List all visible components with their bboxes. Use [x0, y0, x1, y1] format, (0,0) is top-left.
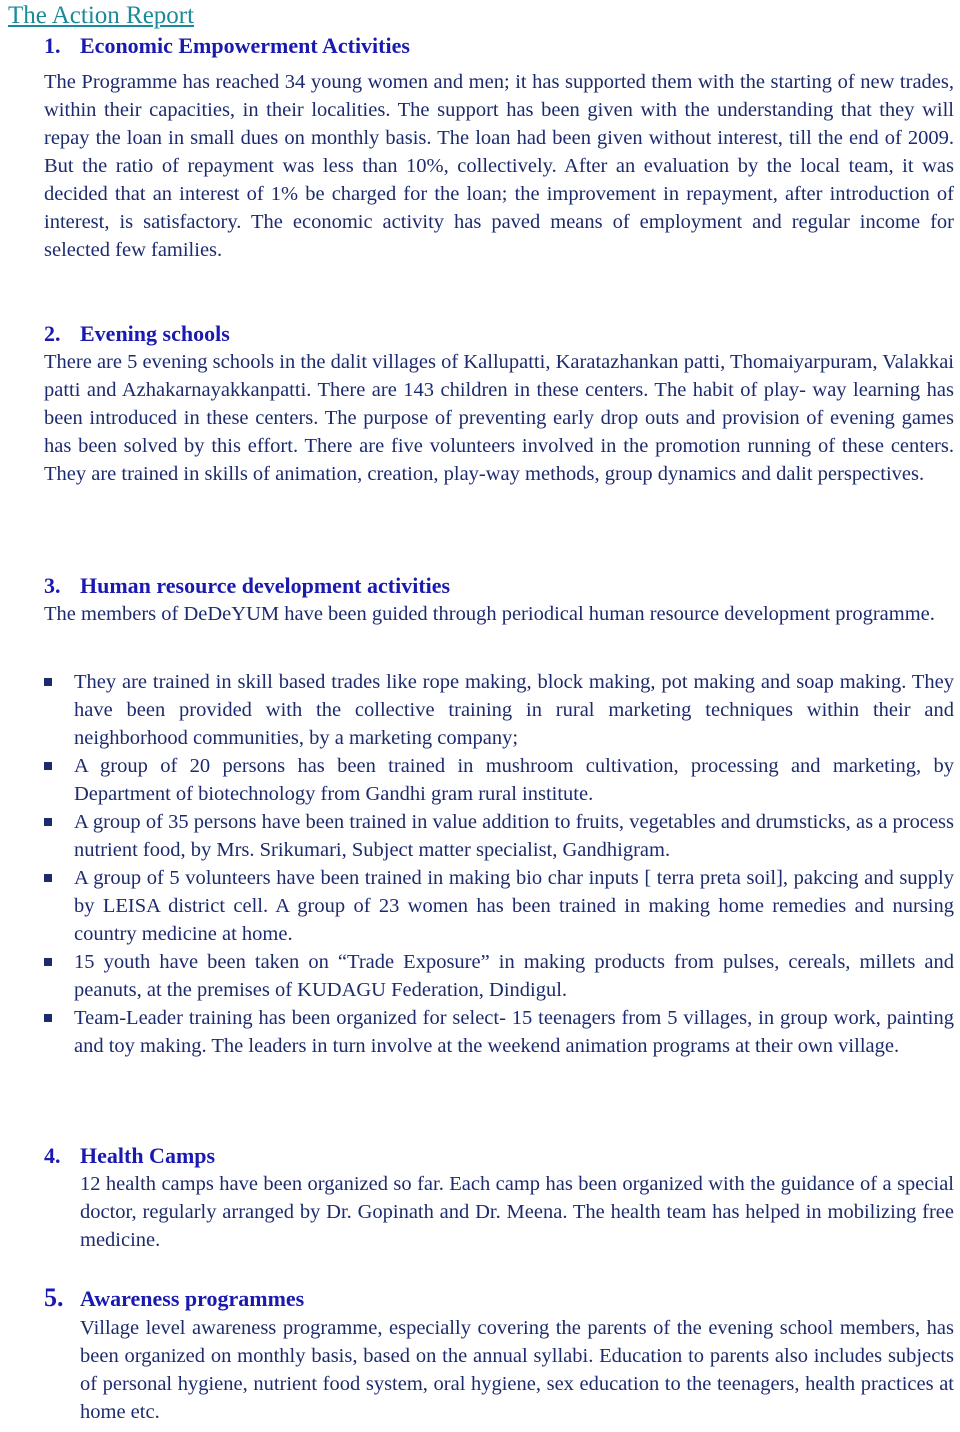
list-item-text: They are trained in skill based trades like rope making, block making, pot making and soap making. They have been provided with the collective training in rural marketing techniques within their and neighborhood communities, by a marketing company;	[74, 671, 954, 749]
section-title: Human resource development activities	[80, 573, 451, 598]
bullet-square-icon	[44, 958, 52, 966]
bullet-list	[44, 668, 954, 1060]
bullet-square-icon	[44, 874, 52, 882]
list-item-text: 15 youth have been taken on “Trade Exposure” in making products from pulses, cereals, millets and peanuts, at the premises of KUDAGU Federation, Dindigul.	[74, 951, 954, 1001]
section-number: 1.	[44, 33, 61, 58]
section-body: The Programme has reached 34 young women and men; it has supported them with the starting of new trades, within their capacities, in their localities. The support has been given with the understanding that they will repay the loan in small dues on monthly basis. The loan had been given without interest, till the end of 2009. But the ratio of repayment was less than 10%, collectively. After an evaluation by the local team, it was decided that an interest of 1% be charged for the loan; the improvement in repayment, after introduction of interest, is satisfactory. The economic activity has paved means of employment and regular income for selected few families.	[44, 71, 954, 261]
section-heading	[44, 320, 230, 348]
section-title: Health Camps	[80, 1143, 216, 1168]
section-body: 12 health camps have been organized so far. Each camp has been organized with the guidance of a special doctor, regularly arranged by Dr. Gopinath and Dr. Meena. The health team has helped in mobilizing free medicine.	[80, 1173, 954, 1251]
list-item-text: A group of 5 volunteers have been trained in making bio char inputs [ terra preta soil], pakcing and supply by LEISA district cell. A group of 23 women has been trained in making home remedies and nursing country medicine at home.	[74, 867, 954, 945]
list-item	[44, 808, 954, 864]
list-item	[44, 752, 954, 808]
section-body: The members of DeDeYUM have been guided through periodical human resource development programme.	[44, 603, 935, 625]
section-number: 3.	[44, 573, 61, 598]
section-number: 4.	[44, 1143, 61, 1168]
section-body: Village level awareness programme, especially covering the parents of the evening school members, has been organized on monthly basis, based on the annual syllabi. Education to parents also includes subjects of personal hygiene, nutrient food system, oral hygiene, sex education to the teenagers, health practices at home etc.	[80, 1317, 954, 1423]
list-item-text: A group of 20 persons has been trained in mushroom cultivation, processing and marketing, by Department of biotechnology from Gandhi gram rural institute.	[74, 755, 954, 805]
section-heading	[44, 572, 450, 600]
list-item-text: Team-Leader training has been organized for select- 15 teenagers from 5 villages, in group work, painting and toy making. The leaders in turn involve at the weekend animation programs at their own village.	[74, 1007, 954, 1057]
list-item	[44, 948, 954, 1004]
section-title: Evening schools	[80, 321, 230, 346]
section-title: Awareness programmes	[80, 1286, 305, 1311]
section-number: 2.	[44, 321, 61, 346]
list-item	[44, 1004, 954, 1060]
section-heading	[44, 1284, 304, 1313]
section-heading	[44, 32, 410, 60]
section-heading	[44, 1142, 215, 1170]
bullet-square-icon	[44, 762, 52, 770]
list-item	[44, 668, 954, 752]
bullet-square-icon	[44, 678, 52, 686]
page-title: The Action Report	[8, 2, 195, 29]
section-body: There are 5 evening schools in the dalit villages of Kallupatti, Karatazhankan patti, Thomaiyarpuram, Valakkai patti and Azhakarnayakkanpatti. There are 143 children in these centers. The habit of play- way learning has been introduced in these centers. The purpose of preventing early drop outs and provision of evening games has been solved by this effort. There are five volunteers involved in the promotion running of these centers. They are trained in skills of animation, creation, play-way methods, group dynamics and dalit perspectives.	[44, 351, 954, 485]
list-item-text: A group of 35 persons have been trained in value addition to fruits, vegetables and drumsticks, as a process nutrient food, by Mrs. Srikumari, Subject matter specialist, Gandhigram.	[74, 811, 954, 861]
bullet-square-icon	[44, 818, 52, 826]
list-item	[44, 864, 954, 948]
section-number: 5.	[44, 1283, 64, 1312]
section-title: Economic Empowerment Activities	[80, 33, 410, 58]
bullet-square-icon	[44, 1014, 52, 1022]
